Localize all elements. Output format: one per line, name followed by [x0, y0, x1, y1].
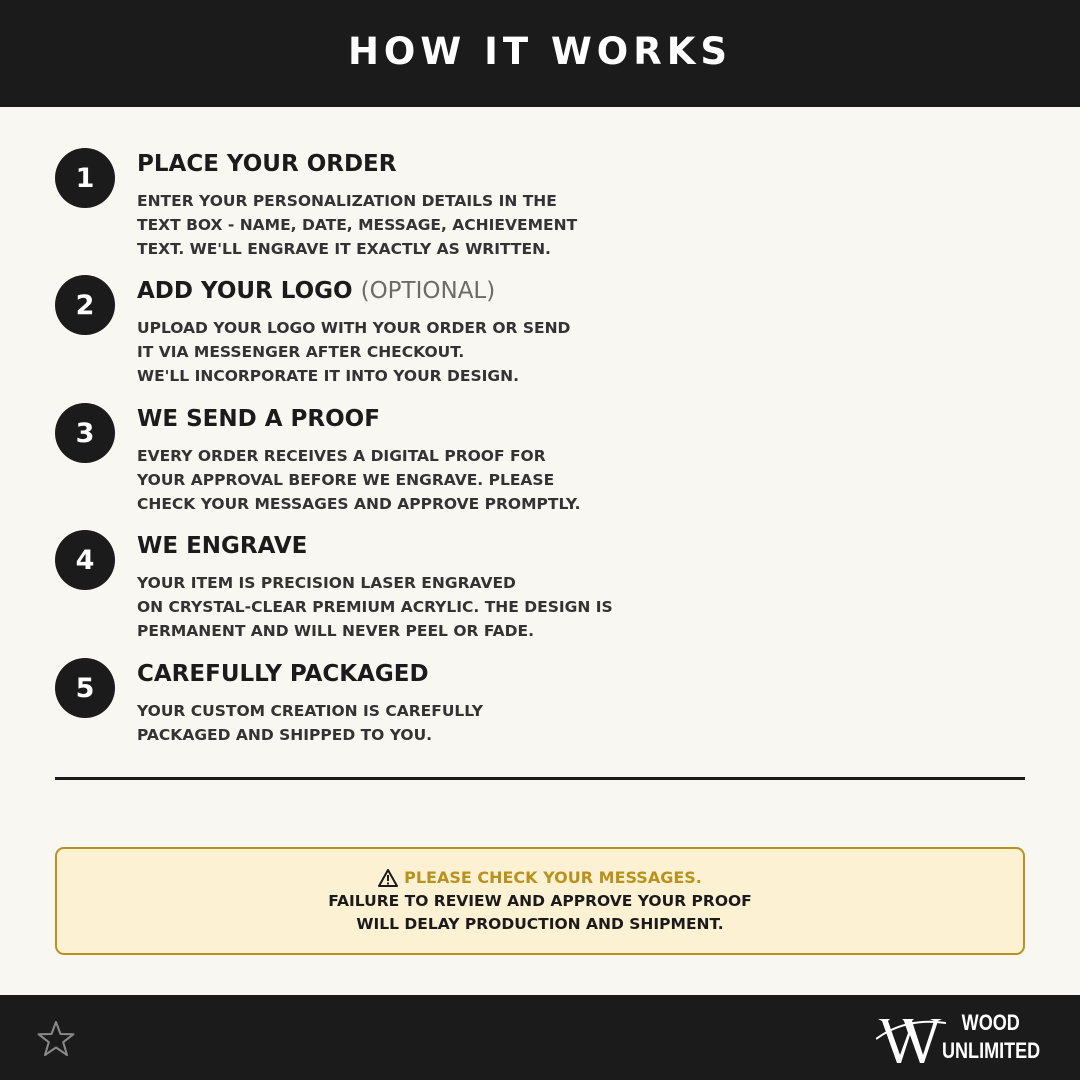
step-description-line: CHECK YOUR MESSAGES AND APPROVE PROMPTLY. — [137, 495, 581, 513]
step-description-line: YOUR ITEM IS PRECISION LASER ENGRAVED — [137, 574, 516, 592]
star-icon — [36, 1020, 76, 1058]
notice-heading-text: PLEASE CHECK YOUR MESSAGES. — [404, 868, 702, 887]
logo-wordmark — [942, 1009, 1040, 1065]
notice-line-1: FAILURE TO REVIEW AND APPROVE YOUR PROOF — [328, 892, 752, 910]
step-description-line: ON CRYSTAL-CLEAR PREMIUM ACRYLIC. THE DESIGN IS — [137, 598, 613, 616]
step-description-line: WE'LL INCORPORATE IT INTO YOUR DESIGN. — [137, 367, 519, 385]
logo-word-2: UNLIMITED — [942, 1038, 1041, 1063]
step-description-line: TEXT BOX - NAME, DATE, MESSAGE, ACHIEVEMENT — [137, 216, 578, 234]
step-title: WE SEND A PROOF — [137, 406, 380, 432]
notice-line-2: WILL DELAY PRODUCTION AND SHIPMENT. — [356, 915, 724, 933]
proof-notice-box — [55, 847, 1025, 955]
step-description — [137, 699, 483, 747]
step-description-line: TEXT. WE'LL ENGRAVE IT EXACTLY AS WRITTEN. — [137, 240, 551, 258]
step-number-badge: 4 — [55, 530, 115, 590]
w-logo-mark — [876, 1009, 946, 1067]
step-description-line: YOUR APPROVAL BEFORE WE ENGRAVE. PLEASE — [137, 471, 555, 489]
footer-bar — [0, 995, 1080, 1080]
warning-icon — [378, 869, 398, 887]
header-bar — [0, 0, 1080, 107]
step-description-line: EVERY ORDER RECEIVES A DIGITAL PROOF FOR — [137, 447, 546, 465]
step-description-line: PERMANENT AND WILL NEVER PEEL OR FADE. — [137, 622, 534, 640]
step-description — [137, 189, 577, 261]
step-number-badge: 1 — [55, 148, 115, 208]
step-number-badge: 5 — [55, 658, 115, 718]
step-title: PLACE YOUR ORDER — [137, 151, 397, 177]
step-number-badge: 2 — [55, 275, 115, 335]
step-description — [137, 444, 580, 516]
section-divider — [55, 777, 1025, 780]
step-title: CAREFULLY PACKAGED — [137, 661, 429, 687]
brand-logo — [876, 1005, 1051, 1070]
page-title: HOW IT WORKS — [347, 30, 733, 73]
logo-word-1: WOOD — [961, 1010, 1020, 1035]
step-description-line: IT VIA MESSENGER AFTER CHECKOUT. — [137, 343, 465, 361]
step-description-line: UPLOAD YOUR LOGO WITH YOUR ORDER OR SEND — [137, 319, 571, 337]
step-title — [137, 278, 495, 304]
step-title: WE ENGRAVE — [137, 533, 308, 559]
step-description-line: PACKAGED AND SHIPPED TO YOU. — [137, 726, 433, 744]
notice-heading — [378, 866, 702, 890]
step-description — [137, 316, 570, 388]
step-number-badge: 3 — [55, 403, 115, 463]
step-title-main: ADD YOUR LOGO — [137, 278, 353, 304]
step-description — [137, 571, 613, 643]
step-description-line: YOUR CUSTOM CREATION IS CAREFULLY — [137, 702, 483, 720]
step-description-line: ENTER YOUR PERSONALIZATION DETAILS IN THE — [137, 192, 557, 210]
step-title-optional: (OPTIONAL) — [360, 278, 496, 304]
